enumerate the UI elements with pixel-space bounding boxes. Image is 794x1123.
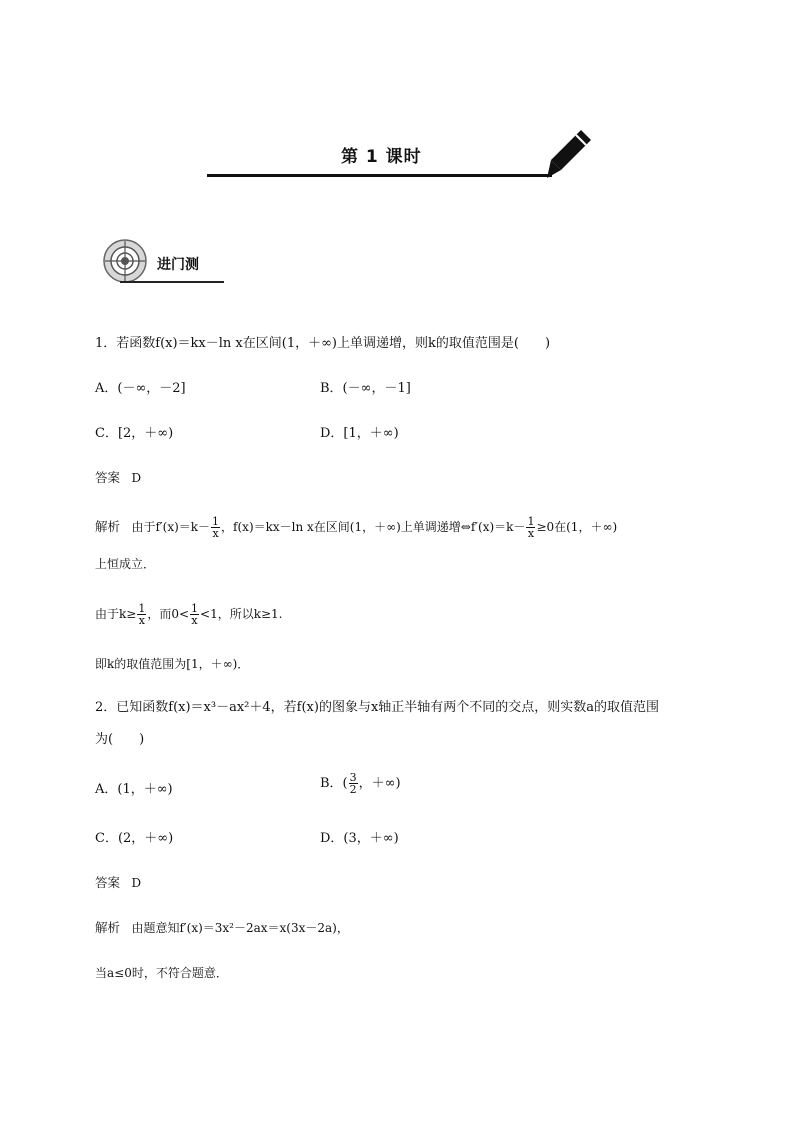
fraction: $\frac{1}{x}$: [191, 602, 199, 627]
title-banner: [207, 128, 607, 184]
q1-analysis-line2: 上恒成立．: [95, 557, 156, 571]
q1-analysis-line3: 由于k≥ $\frac{1}{x}$ ，而0< $\frac{1}{x}$ <1，所以k≥1.: [95, 602, 283, 627]
q1-analysis-label: 解析: [95, 519, 121, 534]
q1-analysis-text1c: ≥0在(1，＋∞): [536, 520, 618, 534]
q1-analysis-text1a: 由于f′(x)＝k－: [131, 520, 211, 534]
pencil-icon: [545, 128, 595, 180]
q1-stem: 1．若函数f(x)＝kx－ln x在区间(1，＋∞)上单调递增，则k的取值范围是( ): [95, 336, 551, 351]
fraction: $\frac{1}{x}$: [212, 515, 220, 540]
q2-analysis-line2: 当a≤0时，不符合题意．: [95, 966, 228, 980]
target-icon: [100, 238, 150, 284]
q2-stem-line1: 2．已知函数f(x)＝x³－ax²＋4，若f(x)的图象与x轴正半轴有两个不同的交点，则实数a的取值范围: [95, 700, 660, 715]
q1-analysis-line1: [95, 516, 617, 539]
q1-answer-label: 答案: [95, 470, 121, 485]
q1-analysis-text1b: ，f(x)＝kx－ln x在区间(1，＋∞)上单调递增⇔f′(x)＝k－: [221, 520, 526, 534]
fraction: $\frac{3}{2}$: [349, 771, 357, 796]
q2-analysis-line1: 解析 由题意知f′(x)＝3x²－2ax＝x(3x－2a)，: [95, 920, 349, 935]
fraction: $\frac{1}{x}$: [527, 515, 535, 540]
q2-answer-value: D: [131, 876, 142, 890]
q1-option-c: C．[2，＋∞): [95, 426, 174, 441]
q1-answer: [95, 468, 141, 488]
q1-option-d: D．[1，＋∞): [320, 426, 399, 441]
title-underline: [207, 174, 552, 177]
section-header: [100, 238, 225, 288]
section-underline: [120, 281, 224, 283]
page-title: 第 1 课时: [341, 147, 422, 167]
q2-answer-label: 答案: [95, 875, 121, 890]
q1-analysis-line4: 即k的取值范围为[1，＋∞)．: [95, 657, 250, 671]
q1-option-b: B．(－∞，－1]: [320, 381, 411, 396]
q2-option-b: B．( $\frac{3}{2}$ ，＋∞): [320, 771, 401, 796]
q2-analysis-label: 解析: [95, 920, 121, 935]
q1-answer-value: D: [131, 471, 142, 485]
section-label: 进门测: [157, 257, 199, 273]
q2-answer: [95, 873, 141, 893]
q1-option-a: A．(－∞，－2]: [95, 381, 186, 396]
q2-option-d: D．(3，＋∞): [320, 831, 399, 846]
q2-option-a: A．(1，＋∞): [95, 782, 173, 797]
q2-stem-line2: 为( ): [95, 732, 145, 747]
q2-option-c: C．(2，＋∞): [95, 831, 174, 846]
fraction: $\frac{1}{x}$: [138, 602, 146, 627]
